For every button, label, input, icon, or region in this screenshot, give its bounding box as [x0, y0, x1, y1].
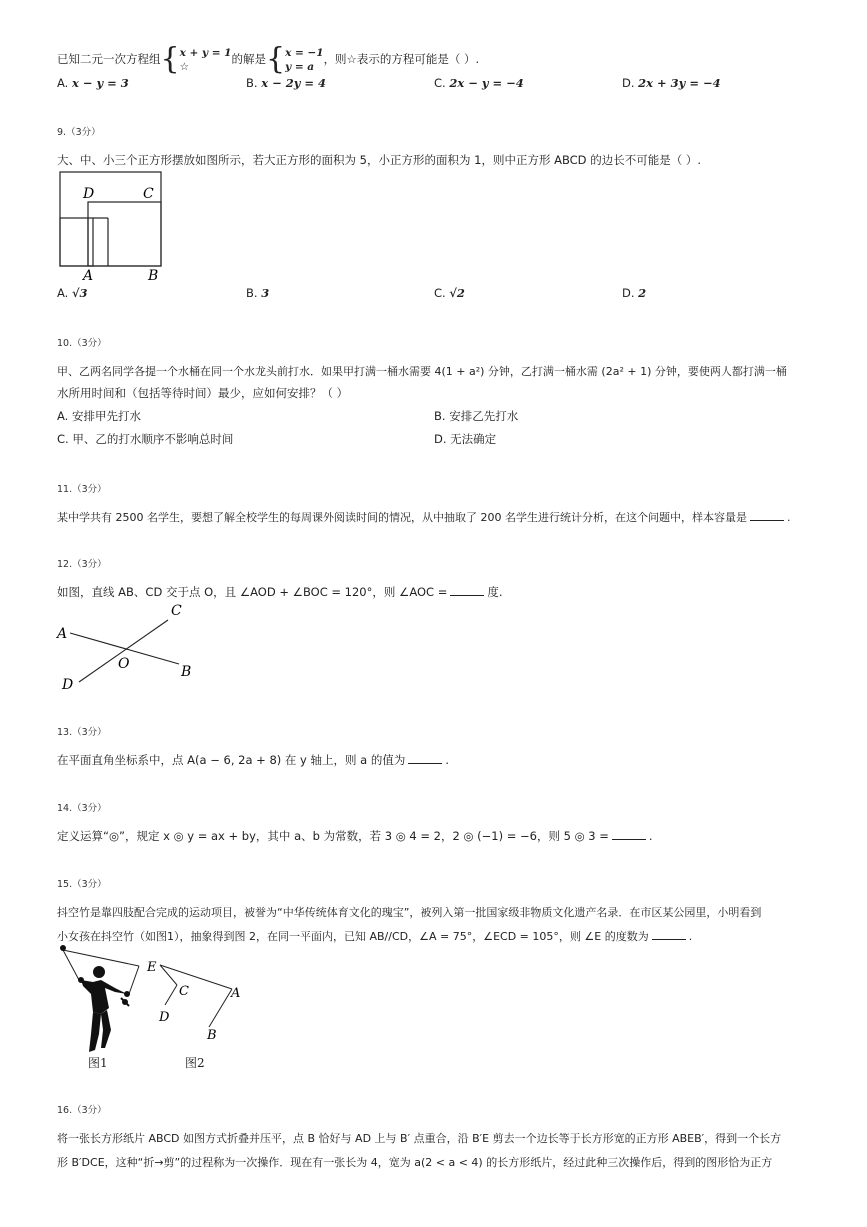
q8-stem — [57, 42, 479, 76]
q9-label-b: B — [148, 268, 159, 284]
q8-system2 — [285, 46, 323, 74]
q16-stem-line1: 将一张长方形纸片 ABCD 如图方式折叠并压平，点 B 恰好与 AD 上与 B′ 点重合，沿 B′E 剪去一个边长等于长方形宽的正方形 ABEB′，得到一个长方 — [57, 1132, 782, 1145]
q15-number: 15.（3分） — [57, 879, 107, 890]
q14-number: 14.（3分） — [57, 803, 107, 814]
q15-figure1-illustration — [57, 942, 147, 1060]
q13-stem-pre: 在平面直角坐标系中，点 A(a − 6, 2a + 8) 在 y 轴上，则 a 的值为 — [57, 753, 406, 767]
q10-stem-line1: 甲、乙两名同学各提一个水桶在同一个水龙头前打水．如果甲打满一桶水需要 4(1 + a²) 分钟，乙打满一桶水需 (2a² + 1) 分钟，要使两人都打满一桶 — [57, 365, 787, 378]
option-text: x − y = 3 — [71, 76, 129, 90]
option-text: 安排乙先打水 — [449, 409, 519, 423]
q8-option-d[interactable] — [622, 76, 721, 90]
q14-stem-pre: 定义运算“◎”，规定 x ◎ y = ax + by，其中 a、b 为常数，若 3 ◎ 4 = 2，2 ◎ (−1) = −6，则 5 ◎ 3 = — [57, 829, 609, 843]
q9-option-b[interactable] — [246, 286, 269, 300]
option-label: B. — [246, 76, 258, 90]
q12-number: 12.（3分） — [57, 559, 107, 570]
option-text: √3 — [71, 286, 88, 300]
q8-system2-line2: y = a — [285, 60, 315, 73]
option-text: 2 — [638, 286, 647, 300]
option-text: 安排甲先打水 — [71, 409, 141, 423]
option-label: D. — [622, 286, 635, 300]
q10-option-d[interactable] — [434, 431, 496, 447]
q11-answer-blank[interactable] — [750, 510, 784, 521]
q12-figure — [55, 600, 205, 692]
q15-stem-line2 — [57, 928, 692, 944]
q8-system2-brace: { — [265, 41, 286, 77]
q15-label-b: B — [207, 1028, 217, 1043]
q8-system2-line1: x = −1 — [285, 46, 324, 59]
q12-label-o: O — [118, 656, 130, 672]
q8-option-b[interactable] — [246, 76, 326, 90]
q15-line-ab — [209, 989, 232, 1027]
q8-system1-brace: { — [160, 41, 180, 77]
q8-stem-mid: 的解是 — [231, 52, 266, 66]
q10-stem-line2: 水所用时间和（包括等待时间）最少，应如何安排？（ ） — [57, 386, 349, 400]
q14-stem — [57, 828, 653, 844]
option-label: B. — [434, 409, 446, 423]
option-text: 2x − y = −4 — [449, 76, 524, 90]
q16-stem-line2: 形 B′DCE，这种“折→剪”的过程称为一次操作．现在有一张长为 4，宽为 a(2 < a < 4) 的长方形纸片，经过此种三次操作后，得到的图形恰为正方 — [57, 1156, 773, 1169]
q11-number: 11.（3分） — [57, 484, 107, 495]
q9-option-d[interactable] — [622, 286, 646, 300]
option-text: 2x + 3y = −4 — [638, 76, 721, 90]
q12-label-c: C — [171, 603, 182, 619]
q12-stem — [57, 584, 503, 600]
option-text: √2 — [449, 286, 465, 300]
q8-system1 — [180, 46, 232, 74]
q12-stem-post: 度. — [487, 585, 503, 599]
q12-stem-pre: 如图，直线 AB、CD 交于点 O，且 ∠AOD + ∠BOC = 120°，则 ∠AOC = — [57, 585, 448, 599]
q8-option-a[interactable] — [57, 76, 129, 90]
q9-number: 9.（3分） — [57, 127, 101, 138]
q12-label-b: B — [181, 664, 192, 680]
q12-line-cd — [79, 620, 168, 682]
q9-label-d: D — [83, 186, 95, 202]
option-text: 无法确定 — [450, 432, 497, 446]
q8-stem-post: ，则☆表示的方程可能是（ ）. — [323, 52, 480, 66]
q15-stem-line2-pre: 小女孩在抖空竹（如图1），抽象得到图 2，在同一平面内，已知 AB//CD，∠A = 75°，∠ECD = 105°，则 ∠E 的度数为 — [57, 930, 649, 943]
q10-option-b[interactable] — [434, 408, 518, 424]
q15-label-c: C — [179, 984, 189, 999]
q8-option-c[interactable] — [434, 76, 524, 90]
q13-number: 13.（3分） — [57, 727, 107, 738]
q15-figure2-caption: 图2 — [185, 1056, 205, 1070]
option-label: C. — [57, 432, 69, 446]
option-label: A. — [57, 286, 69, 300]
option-text: 3 — [261, 286, 270, 300]
q9-option-c[interactable] — [434, 286, 465, 300]
q9-stem: 大、中、小三个正方形摆放如图所示，若大正方形的面积为 5，小正方形的面积为 1，则中正方形 ABCD 的边长不可能是（ ）. — [57, 153, 701, 167]
q11-stem — [57, 509, 790, 525]
q12-label-d: D — [62, 677, 74, 692]
option-label: C. — [434, 286, 446, 300]
q10-number: 10.（3分） — [57, 338, 107, 349]
option-label: D. — [622, 76, 635, 90]
q12-answer-blank[interactable] — [450, 585, 484, 596]
q15-label-d: D — [159, 1010, 170, 1025]
q13-stem-post: . — [445, 753, 450, 767]
q15-label-a: A — [231, 986, 241, 1001]
q15-stem-line2-post: . — [688, 930, 693, 943]
q9-option-a[interactable] — [57, 286, 88, 300]
option-label: D. — [434, 432, 447, 446]
q9-label-c: C — [143, 186, 154, 202]
q9-label-a: A — [83, 268, 94, 284]
q16-number: 16.（3分） — [57, 1105, 107, 1116]
q9-medium-square — [88, 202, 161, 266]
option-label: A. — [57, 76, 69, 90]
option-text: x − 2y = 4 — [261, 76, 327, 90]
q14-stem-post: . — [648, 829, 653, 843]
q8-system1-line1: x + y = 1 — [179, 46, 232, 59]
q10-option-c[interactable] — [57, 431, 233, 447]
option-text: 甲、乙的打水顺序不影响总时间 — [72, 432, 234, 446]
option-label: B. — [246, 286, 258, 300]
option-label: A. — [57, 409, 69, 423]
q15-answer-blank[interactable] — [652, 929, 686, 940]
q15-figure2 — [145, 955, 250, 1043]
q13-answer-blank[interactable] — [408, 753, 442, 764]
q10-option-a[interactable] — [57, 408, 141, 424]
q15-figure1-caption: 图1 — [88, 1056, 108, 1070]
q12-label-a: A — [57, 626, 68, 642]
q11-stem-pre: 某中学共有 2500 名学生，要想了解全校学生的每周课外阅读时间的情况，从中抽取了 200 名学生进行统计分析，在这个问题中，样本容量是 — [57, 511, 747, 524]
q8-stem-pre: 已知二元一次方程组 — [57, 52, 161, 66]
q15-label-e: E — [147, 960, 157, 975]
q9-figure — [55, 170, 175, 285]
q14-answer-blank[interactable] — [612, 829, 646, 840]
option-label: C. — [434, 76, 446, 90]
q8-system1-line2: ☆ — [179, 60, 190, 73]
q13-stem — [57, 752, 449, 768]
q11-stem-post: . — [786, 511, 791, 524]
q15-stem-line1: 抖空竹是靠四肢配合完成的运动项目，被誉为“中华传统体育文化的瑰宝”，被列入第一批国家级非物质文化遗产名录．在市区某公园里，小明看到 — [57, 906, 762, 919]
q15-line-cd — [165, 985, 177, 1005]
